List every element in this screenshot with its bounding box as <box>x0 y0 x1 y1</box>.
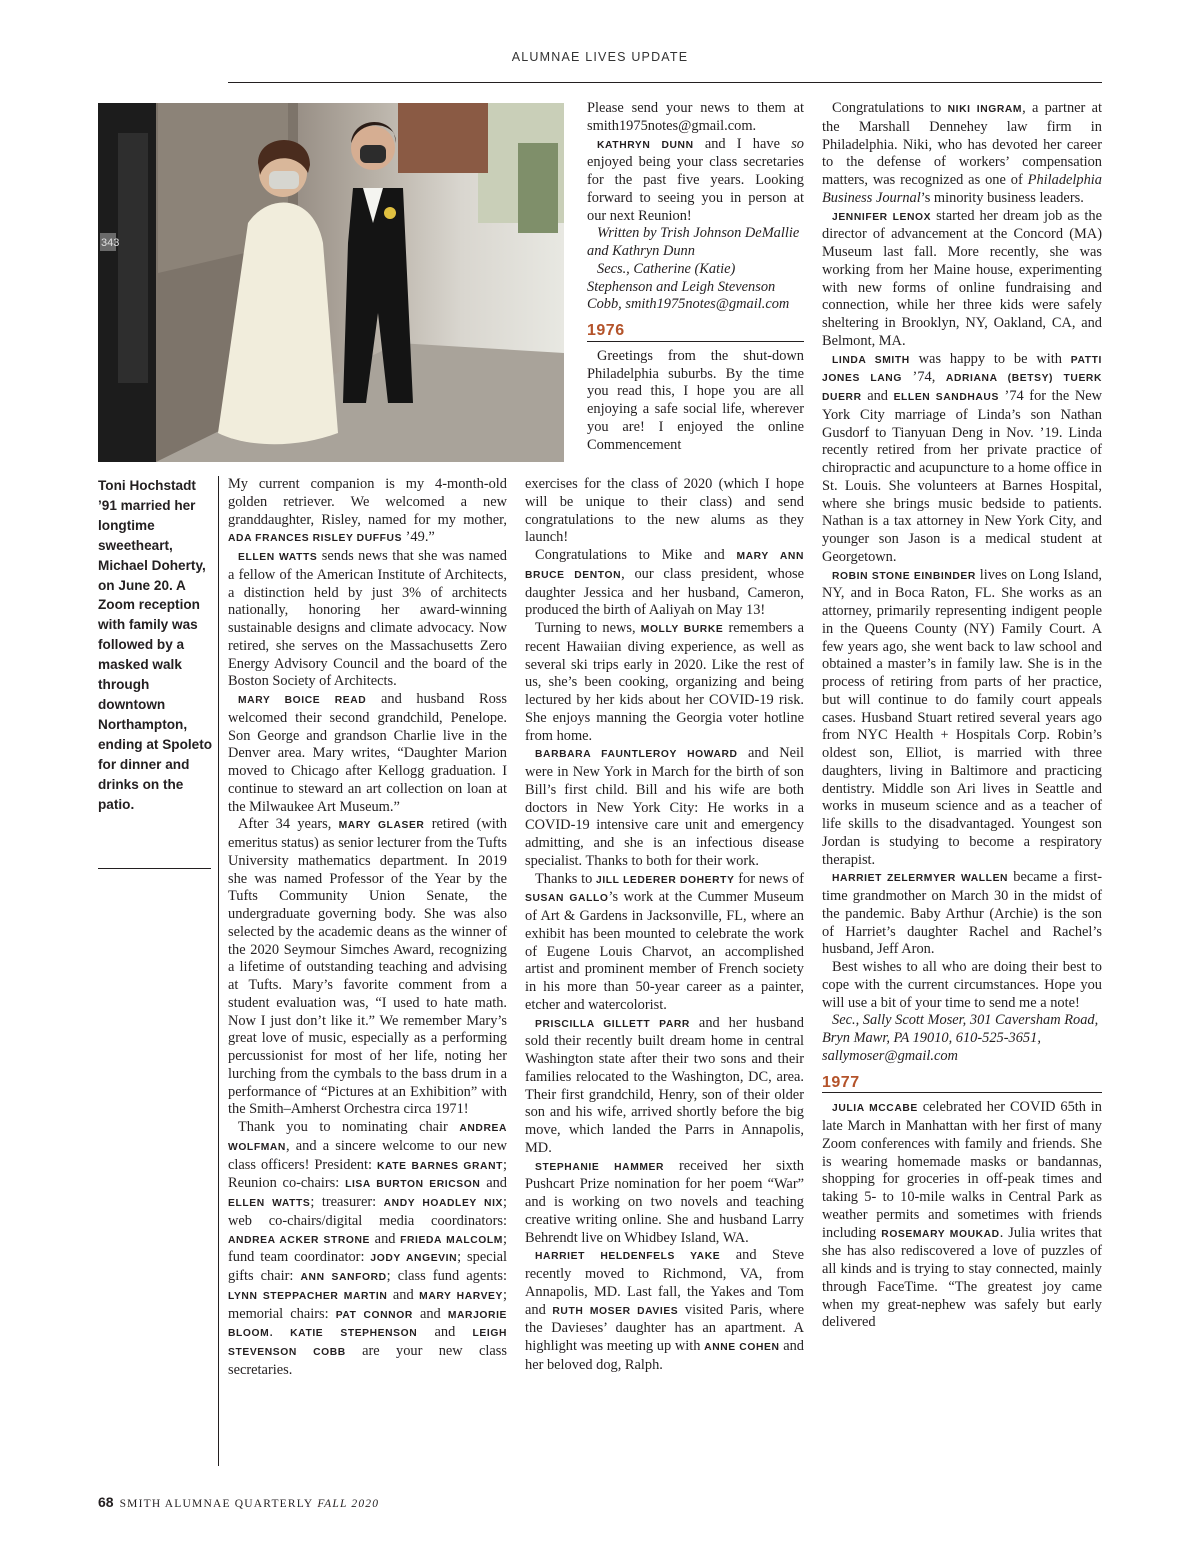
column-2-top <box>587 100 804 454</box>
signature: Secs., Catherine (Katie) Stephenson and Leigh Stevenson Cobb, smith1975notes@gmail.com <box>587 260 790 313</box>
paragraph: JULIA MCCABE celebrated her COVID 65th in late March in Manhattan with her first of many Zoom conferences with family and friends. She is wearing homemade masks or bandannas, shopping for groceries in off-peak times and taking 5- to 10-mile walks in Central Park as weather permits and sometimes with friends including ROSEMARY MOUKAD. Julia writes that she has also rediscovered a love of puzzles of all kinds and is trying to stay connected, mainly through FaceTime. “The greatest joy came when my great-nephew was safely but early delivered <box>822 1099 1103 1331</box>
paragraph: LINDA SMITH was happy to be with PATTI JONES LANG ’74, ADRIANA (BETSY) TUERK DUERR and ELLEN SANDHAUS ’74 for the New York City marriage of Linda’s son Nathan Gusdorf to Tianyuan Deng in Nov. ’19. Linda recently retired from her private practice of chiropractic and acupuncture to a home office in St. Louis. She volunteers at Barnes Hospital, where she brings music bedside to patients. Nathan is a tax attorney in New York City, and younger son Jason is a medical student at Georgetown. <box>822 350 1103 565</box>
meter-label: 343 <box>101 237 120 249</box>
column-divider <box>218 476 219 1466</box>
paragraph: ROBIN STONE EINBINDER lives on Long Island, NY, and in Boca Raton, FL. She works as an attorney, primarily representing indigent people in the Queens County (NY) Family Court. A few years ago, she went back to law school and obtained a master’s in family law. She is in the process of retiring from parts of her practice, but will continue to do family court appeals cases. Husband Stuart retired several years ago from NYC Health + Hospitals Corp. Robin’s oldest son, Elliot, is married with three daughters, living in Baltimore and practicing dentistry. Middle son Ari lives in Seattle and works in museum science and as a teacher of life skills to the disadvantaged. Youngest son Jordan is studying to become a respiratory therapist. <box>822 566 1102 868</box>
class-year-heading: 1977 <box>822 1074 1102 1094</box>
paragraph: MARY BOICE READ and husband Ross welcomed their second grandchild, Penelope. Son George and grandson Charlie live in the Denver area. Mary writes, “Daughter Marion moved to Chicago after Kellogg graduation. I continue to steward an art collection on loan at the Milwaukee Art Museum.” <box>228 691 507 815</box>
column-2 <box>525 476 804 1375</box>
paragraph: After 34 years, MARY GLASER retired (with emeritus status) as senior lecturer from the Tufts University mathematics department. In 2019 she was named Professor of the Year by the Tufts Community Union Senate, the undergraduate governing body. She was also selected by the academic deans as the winner of the 2020 Seymour Simches Award, recognizing a lifetime of outstanding teaching and advising at Tufts. Mary’s favorite comment from a student evaluation was, “I used to hate math. Now I just don’t like it.” We remember Mary’s great love of music, especially as a performing percussionist for most of her life, noting her lurching from the cymbals to the bass drum in a performance of “Pictures at an Exhibition” with the Smith–Amherst Orchestra circa 1971! <box>228 816 507 1118</box>
magazine-title: SMITH ALUMNAE QUARTERLY <box>119 1498 314 1510</box>
paragraph: Please send your news to them at smith1975notes@gmail.com. <box>587 100 804 134</box>
page-footer <box>98 1494 379 1510</box>
paragraph: PRISCILLA GILLETT PARR and her husband sold their recently built dream home in central Washington state after their two sons and their families relocated to the Washington, DC, area. Their first grandchild, Henry, son of their older son and his wife, arrived shortly before the big move, which landed the Parrs in Annapolis, MD. <box>525 1014 804 1156</box>
paragraph: HARRIET ZELERMYER WALLEN became a first-time grandmother on March 30 in the midst of the pandemic. Baby Arthur (Archie) is the son of Harriet’s daughter Rachel and Rachel’s husband, Jeff Aron. <box>822 869 1102 958</box>
signature: Sec., Sally Scott Moser, 301 Caversham Road, Bryn Mawr, PA 19010, 610-525-3651, sallymoser@gmail.com <box>822 1012 1099 1064</box>
page-number: 68 <box>98 1494 114 1510</box>
paragraph: Congratulations to Mike and MARY ANN BRUCE DENTON, our class president, whose daughter Jessica and her husband, Cameron, produced the birth of Aaliyah on May 13! <box>525 547 805 619</box>
paragraph: Greetings from the shut-down Philadelphia suburbs. By the time you read this, I hope you are all enjoying a safe social life, wherever you are! I enjoyed the online Commencement <box>587 347 804 453</box>
paragraph: Thanks to JILL LEDERER DOHERTY for news of SUSAN GALLO’s work at the Cummer Museum of Art & Gardens in Jacksonville, FL, where an exhibit has been mounted to celebrate the work of Eugene Louis Charvot, an accomplished artist and prominent member of French society in his more than 50-year career as a painter, etcher and watercolorist. <box>525 870 805 1013</box>
paragraph: STEPHANIE HAMMER received her sixth Pushcart Prize nomination for her poem “War” and is working on two novels and teaching creative writing online. She and husband Larry Behrendt live on Whidbey Island, WA. <box>525 1157 804 1246</box>
paragraph: BARBARA FAUNTLEROY HOWARD and Neil were in New York in March for the birth of son Bill’s first child. Bill and his wife are both doctors in New York City: He works in a COVID-19 intensive care unit and emergency admitting, and she is an infectious disease specialist. Thanks to both for their work. <box>525 745 804 869</box>
wedding-photo-illustration <box>98 103 564 462</box>
caption-rule <box>98 868 211 869</box>
section-header: ALUMNAE LIVES UPDATE <box>511 50 689 64</box>
issue-label: FALL 2020 <box>317 1498 380 1510</box>
paragraph: My current companion is my 4-month-old golden retriever. We welcomed a new granddaughter, Risley, named for my mother, ADA FRANCES RISLEY DUFFUS ’49.” <box>228 476 507 546</box>
paragraph: Turning to news, MOLLY BURKE remembers a recent Hawaiian diving experience, as well as several ski trips early in 2020. Like the rest of us, she’s been cooking, organizing and being lectured by her kids about her COVID-19 risk. She enjoys manning the Georgia voter hotline from home. <box>525 620 805 744</box>
wedding-photo <box>98 103 564 462</box>
column-3 <box>822 100 1102 1332</box>
photo-caption: Toni Hochstadt ’91 married her longtime sweetheart, Michael Doherty, on June 20. A Zoom reception with family was followed by a masked walk through downtown Northampton, ending at Spoleto for dinner and drinks on the patio. <box>98 478 213 812</box>
paragraph: Congratulations to NIKI INGRAM, a partner at the Marshall Dennehey law firm in Philadelphia. Niki, who has devoted her career to the defense of workers’ compensation matters, was recognized as one of Philadelphia Business Journal’s minority business leaders. <box>822 100 1102 206</box>
column-1 <box>228 476 507 1380</box>
paragraph: Best wishes to all who are doing their best to cope with the current circumstances. Hope you will use a bit of your time to send me a note! <box>822 959 1102 1011</box>
paragraph: KATHRYN DUNN and I have so enjoyed being your class secretaries for the past five years. Looking forward to seeing you in person at our next Reunion! <box>587 135 804 224</box>
header-rule <box>228 82 1102 83</box>
paragraph: ELLEN WATTS sends news that she was named a fellow of the American Institute of Architects, a distinction held by just 3% of architects nationally, honoring her award-winning sustainable designs and climate advocacy. Now retired, she serves on the Massachusetts Zero Energy Advisory Council and the board of the Boston Society of Architects. <box>228 548 508 690</box>
class-year-heading: 1976 <box>587 322 804 342</box>
paragraph: JENNIFER LENOX started her dream job as the director of advancement at the Concord (MA) Museum last fall. More recently, she was working from her Maine house, experimenting with new forms of online fundraising and connection, while her three kids were safely sheltering in Brooklyn, NY, Oakland, CA, and Belmont, MA. <box>822 207 1103 349</box>
signature: Written by Trish Johnson DeMallie and Kathryn Dunn <box>587 225 800 259</box>
paragraph: Thank you to nominating chair ANDREA WOLFMAN, and a sincere welcome to our new class officers! President: KATE BARNES GRANT; Reunion co-chairs: LISA BURTON ERICSON and ELLEN WATTS; treasurer: ANDY HOADLEY NIX; web co-chairs/digital media coordinators: ANDREA ACKER STRONE and FRIEDA MALCOLM; fund team coordinator: JODY ANGEVIN; special gifts chair: ANN SANFORD; class fund agents: LYNN STEPPACHER MARTIN and MARY HARVEY; memorial chairs: PAT CONNOR and MARJORIE BLOOM. KATIE STEPHENSON and LEIGH STEVENSON COBB are your new class secretaries. <box>228 1119 508 1378</box>
paragraph: exercises for the class of 2020 (which I hope will be unique to their class) and send congratulations to the new alums as they launch! <box>525 476 804 546</box>
paragraph: HARRIET HELDENFELS YAKE and Steve recently moved to Richmond, VA, from Annapolis, MD. Last fall, the Yakes and Tom and RUTH MOSER DAVIES visited Paris, where the Davieses’ daughter has an apartment. A highlight was meeting up with ANNE COHEN and her beloved dog, Ralph. <box>525 1247 804 1373</box>
